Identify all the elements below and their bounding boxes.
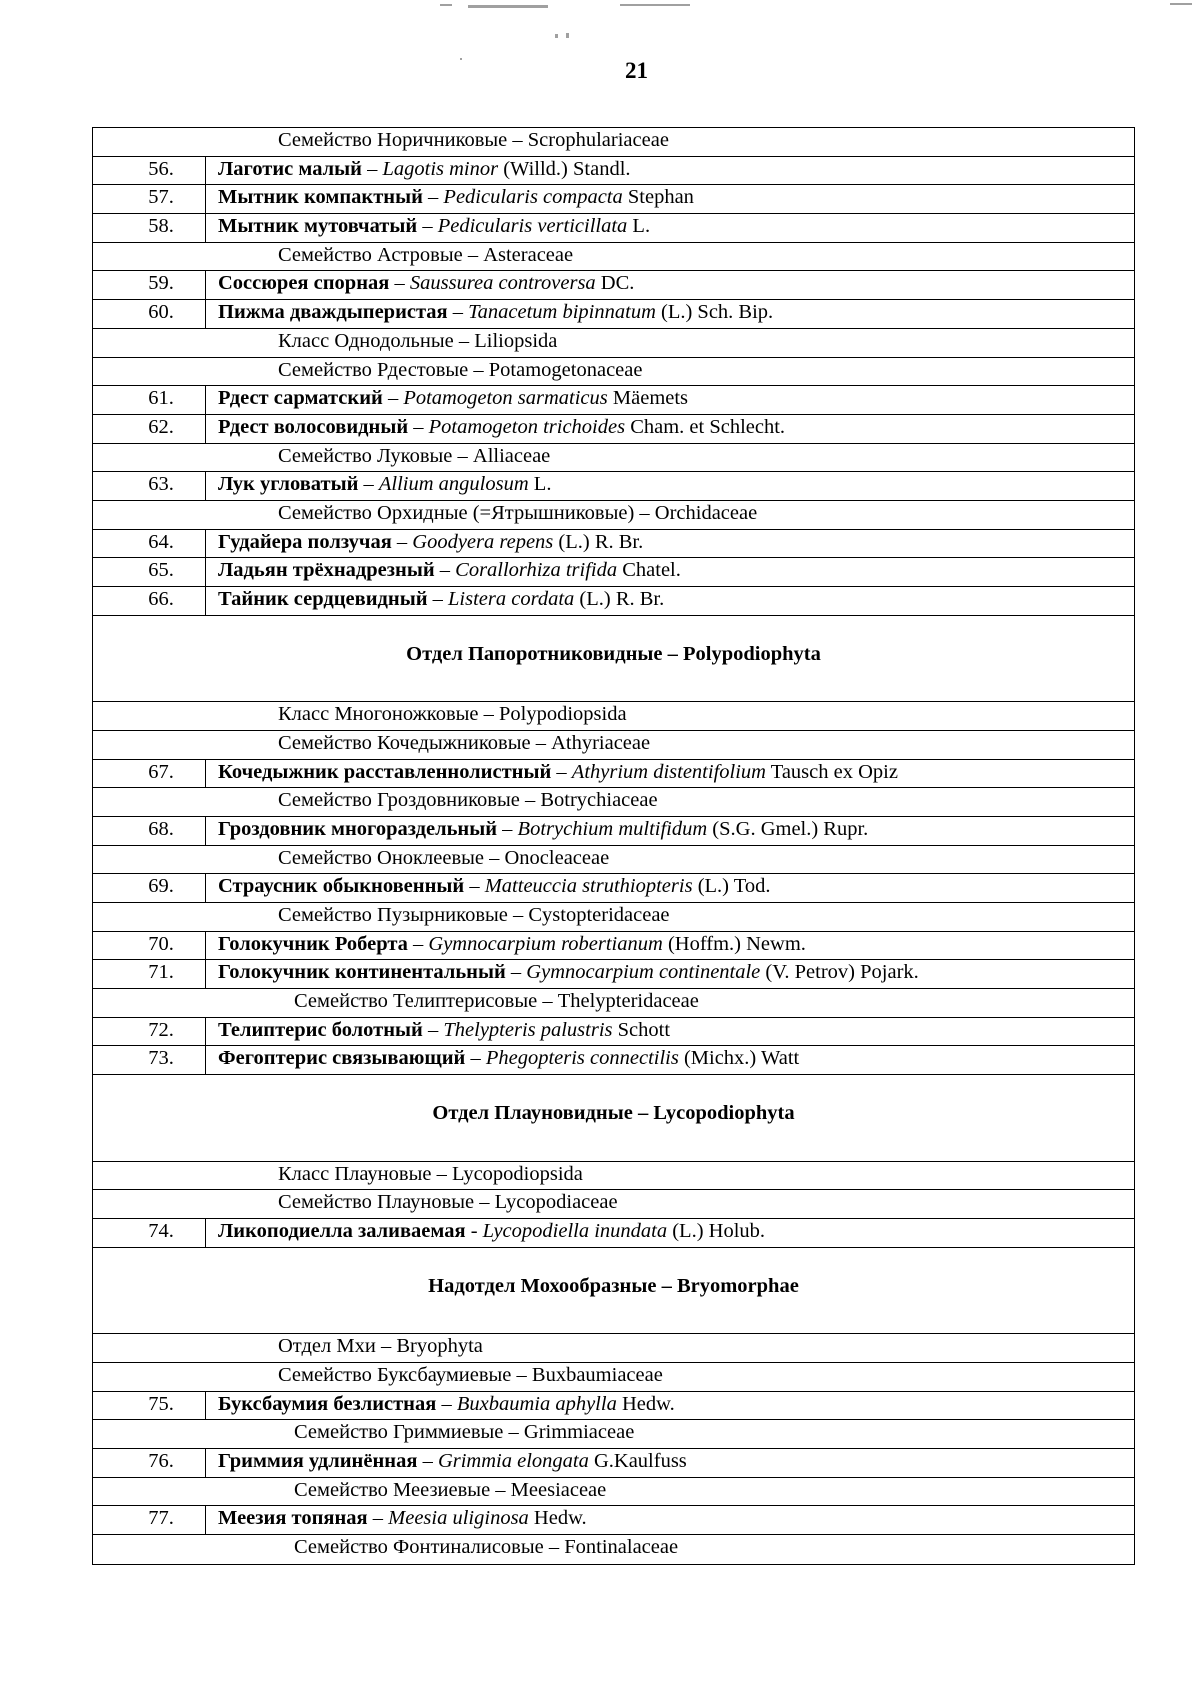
species-russian-name: Голокучник Роберта: [218, 932, 408, 955]
name-separator: –: [417, 215, 438, 238]
scan-artifact: [620, 4, 690, 6]
taxon-heading-row: [93, 1363, 1134, 1392]
taxon-heading: Семейство Фонтиналисовые – Fontinalaceae: [294, 1536, 679, 1558]
taxon-heading-row: [93, 702, 1134, 731]
species-latin-name: Athyrium distentifolium: [571, 760, 766, 783]
species-latin-name: Phegopteris connectilis: [485, 1047, 679, 1070]
species-name: [218, 818, 868, 841]
species-name: [218, 301, 773, 324]
species-row: [93, 1506, 1134, 1535]
species-author: (L.) R. Br.: [553, 530, 644, 553]
taxon-heading-row: [93, 444, 1134, 473]
name-separator: -: [465, 1220, 483, 1242]
species-number-text: 71.: [148, 961, 174, 984]
name-separator: –: [497, 817, 518, 840]
species-number: [93, 530, 206, 558]
species-number: [93, 960, 206, 988]
species-author: Schott: [612, 1018, 671, 1041]
species-russian-name: Фегоптерис связывающий: [218, 1047, 466, 1070]
name-separator: –: [358, 473, 379, 496]
species-author: (V. Petrov) Pojark.: [760, 961, 919, 984]
species-row: [93, 760, 1134, 789]
name-separator: –: [422, 186, 444, 209]
species-row: [93, 960, 1134, 989]
species-row: [93, 1046, 1134, 1075]
species-name: [218, 559, 681, 582]
species-author: Chatel.: [617, 559, 681, 582]
species-row: [93, 587, 1134, 616]
taxon-heading-row: [93, 731, 1134, 760]
species-number: [93, 271, 206, 299]
species-latin-name: Lagotis minor: [382, 157, 499, 180]
species-number-text: 58.: [148, 215, 174, 238]
species-number: [93, 760, 206, 788]
taxon-heading-row: [93, 358, 1134, 387]
page-number: 21: [625, 58, 648, 83]
taxon-heading-row: [93, 903, 1134, 932]
species-name: [218, 588, 664, 611]
species-row: [93, 817, 1134, 846]
species-russian-name: Ладьян трёхнадрезный: [218, 559, 435, 582]
name-separator: –: [464, 875, 485, 898]
species-row: [93, 472, 1134, 501]
species-row: [93, 874, 1134, 903]
species-russian-name: Тайник сердцевидный: [218, 588, 428, 610]
species-author: Hedw.: [616, 1392, 675, 1415]
species-russian-name: Рдест сарматский: [218, 387, 383, 410]
species-number-text: 76.: [148, 1449, 174, 1472]
name-separator: –: [436, 1392, 457, 1415]
division-row: [93, 616, 1134, 703]
species-latin-name: Corallorhiza trifida: [455, 559, 618, 582]
species-row: [93, 386, 1134, 415]
species-author: L.: [627, 215, 651, 238]
taxon-heading: Семейство Буксбаумиевые – Buxbaumiaceae: [278, 1363, 663, 1386]
taxon-heading: Класс Однодольные – Liliopsida: [278, 329, 558, 352]
species-russian-name: Мытник компактный: [218, 186, 423, 209]
species-number: [93, 1449, 206, 1477]
taxon-heading-row: [93, 846, 1134, 875]
species-name: [218, 875, 770, 898]
species-russian-name: Страусник обыкновенный: [218, 875, 465, 898]
species-author: (L.) Sch. Bip.: [655, 301, 774, 324]
species-latin-name: Gymnocarpium continentale: [526, 961, 761, 984]
species-russian-name: Лук угловатый: [218, 473, 359, 496]
scan-artifact: [566, 33, 569, 38]
taxon-heading: Семейство Астровые – Asteraceae: [278, 243, 574, 266]
division-title: Надотдел Мохообразные – Bryomorphae: [428, 1274, 799, 1297]
taxon-heading: Семейство Гриммиевые – Grimmiaceae: [294, 1421, 635, 1444]
species-russian-name: Гриммия удлинённая: [218, 1449, 418, 1472]
taxon-heading: Семейство Норичниковые – Scrophulariaceae: [278, 129, 669, 151]
species-latin-name: Allium angulosum: [378, 473, 529, 496]
taxon-heading-row: [93, 1420, 1134, 1449]
species-name: [218, 1220, 765, 1243]
species-row: [93, 1018, 1134, 1047]
species-author: Hedw.: [528, 1507, 587, 1530]
species-author: (L.) Tod.: [692, 875, 771, 898]
species-number-text: 59.: [148, 272, 174, 295]
species-author: (Willd.) Standl.: [498, 157, 631, 180]
taxon-heading-row: [93, 243, 1134, 272]
species-russian-name: Ликоподиелла заливаемая: [218, 1220, 466, 1242]
name-separator: –: [408, 415, 429, 438]
taxon-heading-row: [93, 1535, 1134, 1564]
species-number-text: 68.: [148, 817, 174, 840]
taxon-heading-row: [93, 1334, 1134, 1363]
scan-artifact: [555, 34, 558, 38]
species-row: [93, 1449, 1134, 1478]
species-name: [218, 158, 631, 181]
species-latin-name: Pedicularis verticillata: [437, 215, 628, 238]
species-name: [218, 933, 806, 956]
species-latin-name: Grimmia elongata: [437, 1449, 589, 1472]
name-separator: –: [361, 157, 383, 180]
species-latin-name: Goodyera repens: [412, 530, 554, 553]
species-row: [93, 214, 1134, 243]
name-separator: –: [465, 1047, 486, 1070]
name-separator: –: [389, 272, 410, 295]
name-separator: –: [434, 559, 456, 582]
species-russian-name: Телиптерис болотный: [218, 1018, 423, 1041]
species-number-text: 72.: [148, 1018, 174, 1041]
species-russian-name: Кочедыжник расставленнолистный: [218, 760, 552, 783]
species-author: L.: [528, 473, 552, 496]
species-latin-name: Potamogeton sarmaticus: [403, 387, 608, 410]
name-separator: –: [407, 932, 429, 955]
taxon-heading: Семейство Пузырниковые – Cystopteridaceae: [278, 904, 670, 926]
species-latin-name: Gymnocarpium robertianum: [428, 932, 663, 955]
division-title: Отдел Плауновидные – Lycopodiophyta: [432, 1102, 795, 1125]
species-row: [93, 157, 1134, 186]
species-russian-name: Мытник мутовчатый: [218, 215, 418, 238]
species-name: [218, 531, 643, 554]
species-name: [218, 761, 898, 784]
name-separator: –: [367, 1507, 389, 1530]
species-russian-name: Буксбаумия безлистная: [218, 1392, 437, 1415]
taxon-heading-row: [93, 329, 1134, 358]
taxon-heading: Семейство Оноклеевые – Onocleaceae: [278, 846, 610, 869]
species-number-text: 66.: [148, 588, 174, 610]
species-number: [93, 587, 206, 615]
species-number-text: 69.: [148, 875, 174, 898]
species-russian-name: Пижма дваждыперистая: [218, 301, 448, 324]
taxon-heading-row: [93, 1190, 1134, 1219]
name-separator: –: [391, 530, 413, 553]
name-separator: –: [551, 760, 572, 783]
taxon-heading: Семейство Плауновые – Lycopodiaceae: [278, 1191, 618, 1214]
taxon-heading: Семейство Меезиевые – Meesiaceae: [294, 1478, 607, 1501]
scan-artifact: [440, 4, 452, 6]
species-name: [218, 961, 919, 984]
species-number-text: 65.: [148, 559, 174, 582]
species-author: Tausch ex Opiz: [765, 760, 898, 783]
taxon-heading-row: [93, 788, 1134, 817]
scan-artifact: [468, 5, 548, 8]
species-author: Mäemets: [607, 387, 689, 410]
species-number-text: 56.: [148, 157, 174, 180]
species-number: [93, 157, 206, 185]
species-number: [93, 874, 206, 902]
species-author: DC.: [595, 272, 635, 295]
species-number-text: 70.: [148, 932, 174, 955]
taxon-heading: Семейство Кочедыжниковые – Athyriaceae: [278, 731, 651, 754]
species-number: [93, 472, 206, 500]
species-number: [93, 558, 206, 586]
species-latin-name: Lycopodiella inundata: [482, 1220, 668, 1242]
species-row: [93, 1392, 1134, 1421]
species-name: [218, 186, 694, 209]
species-number-text: 67.: [148, 760, 174, 783]
taxon-heading: Семейство Орхидные (=Ятрышниковые) – Orchidaceae: [278, 501, 758, 524]
species-number-text: 61.: [148, 387, 174, 410]
taxon-heading: Класс Многоножковые – Polypodiopsida: [278, 703, 627, 726]
species-author: G.Kaulfuss: [588, 1449, 687, 1472]
species-name: [218, 1507, 587, 1530]
species-row: [93, 185, 1134, 214]
species-row: [93, 300, 1134, 329]
species-number-text: 75.: [148, 1392, 174, 1415]
species-author: (S.G. Gmel.) Rupr.: [707, 817, 869, 840]
species-number: [93, 300, 206, 328]
species-author: Cham. et Schlecht.: [625, 415, 786, 438]
species-latin-name: Listera cordata: [448, 588, 575, 610]
name-separator: –: [417, 1449, 438, 1472]
species-number-text: 57.: [148, 186, 174, 209]
species-latin-name: Botrychium multifidum: [517, 817, 708, 840]
taxon-heading-row: [93, 1478, 1134, 1507]
name-separator: –: [427, 588, 449, 610]
species-russian-name: Гудайера ползучая: [218, 530, 392, 553]
species-latin-name: Pedicularis compacta: [443, 186, 623, 209]
taxon-heading: Семейство Рдестовые – Potamogetonaceae: [278, 358, 643, 381]
species-name: [218, 1047, 799, 1070]
species-name: [218, 1393, 675, 1416]
taxon-heading-row: [93, 989, 1134, 1018]
species-number: [93, 1046, 206, 1074]
scan-artifact: [1170, 3, 1192, 5]
species-row: [93, 271, 1134, 300]
species-number: [93, 386, 206, 414]
species-latin-name: Matteuccia struthiopteris: [484, 875, 693, 898]
species-number-text: 64.: [148, 530, 174, 553]
species-name: [218, 1019, 670, 1042]
name-separator: –: [422, 1018, 444, 1041]
division-title: Отдел Папоротниковидные – Polypodiophyta: [406, 642, 821, 665]
species-russian-name: Соссюрея спорная: [218, 272, 390, 295]
species-number: [93, 1392, 206, 1420]
species-name: [218, 473, 551, 496]
species-latin-name: Potamogeton trichoides: [428, 415, 626, 438]
species-row: [93, 932, 1134, 961]
species-russian-name: Гроздовник многораздельный: [218, 817, 498, 840]
species-russian-name: Рдест волосовидный: [218, 415, 409, 438]
species-number-text: 74.: [148, 1220, 174, 1242]
species-name: [218, 387, 688, 410]
species-russian-name: Голокучник континентальный: [218, 961, 506, 984]
division-row: [93, 1075, 1134, 1162]
name-separator: –: [447, 301, 469, 324]
species-number: [93, 932, 206, 960]
species-number: [93, 1018, 206, 1046]
species-author: Stephan: [622, 186, 694, 209]
species-number: [93, 185, 206, 213]
taxon-heading-row: [93, 128, 1134, 157]
species-row: [93, 530, 1134, 559]
division-row: [93, 1248, 1134, 1335]
species-table: [92, 127, 1135, 1565]
species-russian-name: Меезия топяная: [218, 1507, 368, 1530]
species-latin-name: Saussurea controversa: [409, 272, 596, 295]
species-row: [93, 1219, 1134, 1248]
species-number: [93, 214, 206, 242]
taxon-heading: Семейство Луковые – Alliaceae: [278, 444, 551, 467]
species-name: [218, 272, 634, 295]
species-latin-name: Meesia uliginosa: [388, 1507, 529, 1530]
taxon-heading-row: [93, 1162, 1134, 1191]
species-latin-name: Tanacetum bipinnatum: [468, 301, 656, 324]
species-russian-name: Лаготис малый: [218, 157, 362, 180]
name-separator: –: [382, 387, 404, 410]
species-name: [218, 1450, 687, 1473]
species-number: [93, 1219, 206, 1247]
species-author: (Hoffm.) Newm.: [662, 932, 806, 955]
species-number-text: 63.: [148, 473, 174, 496]
name-separator: –: [505, 961, 527, 984]
species-row: [93, 415, 1134, 444]
species-number-text: 73.: [148, 1047, 174, 1070]
species-latin-name: Thelypteris palustris: [443, 1018, 613, 1041]
species-number: [93, 415, 206, 443]
species-number-text: 77.: [148, 1507, 174, 1530]
species-latin-name: Buxbaumia aphylla: [456, 1392, 617, 1415]
species-name: [218, 215, 650, 238]
taxon-heading: Семейство Гроздовниковые – Botrychiaceae: [278, 789, 658, 812]
species-number: [93, 817, 206, 845]
taxon-heading: Класс Плауновые – Lycopodiopsida: [278, 1162, 583, 1185]
taxon-heading: Отдел Мхи – Bryophyta: [278, 1335, 483, 1358]
species-author: (L.) R. Br.: [574, 588, 665, 610]
species-name: [218, 416, 785, 439]
species-author: (Michx.) Watt: [678, 1047, 800, 1070]
species-number: [93, 1506, 206, 1534]
taxon-heading-row: [93, 501, 1134, 530]
species-number-text: 60.: [148, 301, 174, 324]
species-author: (L.) Holub.: [667, 1220, 766, 1242]
species-row: [93, 558, 1134, 587]
species-number-text: 62.: [148, 415, 174, 438]
taxon-heading: Семейство Телиптерисовые – Thelypteridaceae: [294, 990, 699, 1013]
